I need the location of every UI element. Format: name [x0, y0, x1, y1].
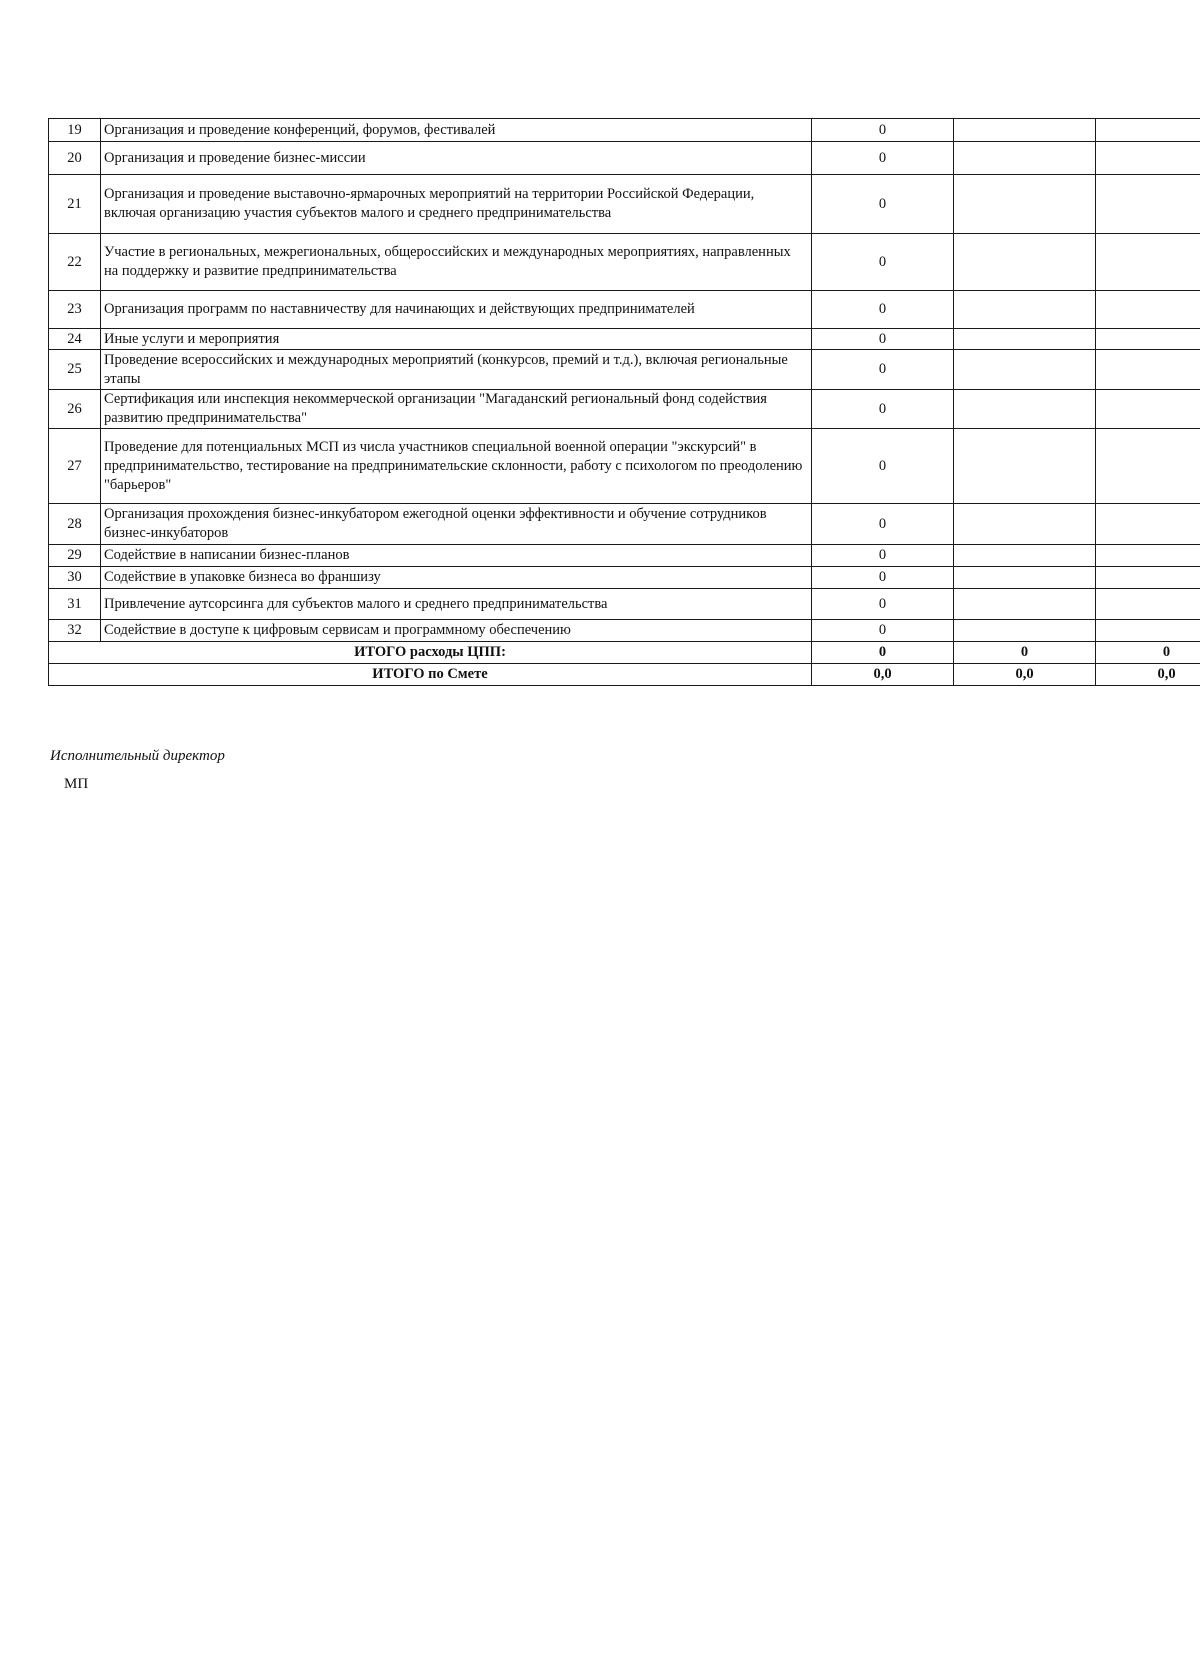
row-value-1: 0	[812, 589, 954, 620]
table-row	[49, 291, 1200, 329]
estimate-table	[48, 118, 1200, 686]
total-value-1: 0	[812, 642, 954, 664]
row-value-3	[1096, 545, 1200, 567]
row-description: Сертификация или инспекция некоммерческой организации "Магаданский региональный фонд содействия развитию предпринимательства"	[101, 390, 812, 429]
row-value-1: 0	[812, 429, 954, 504]
table-row	[49, 142, 1200, 175]
row-value-2	[954, 142, 1096, 175]
row-description: Проведение всероссийских и международных мероприятий (конкурсов, премий и т.д.), включая региональные этапы	[101, 350, 812, 390]
row-value-3	[1096, 589, 1200, 620]
table-row	[49, 119, 1200, 142]
row-number: 26	[49, 390, 101, 429]
table-row	[49, 589, 1200, 620]
row-value-3	[1096, 291, 1200, 329]
row-value-1: 0	[812, 390, 954, 429]
table-row	[49, 567, 1200, 589]
director-title: Исполнительный директор	[50, 748, 225, 764]
table-row	[49, 390, 1200, 429]
row-value-2	[954, 545, 1096, 567]
table-row	[49, 350, 1200, 390]
row-value-2	[954, 175, 1096, 234]
row-value-1: 0	[812, 350, 954, 390]
total-value-3: 0,0	[1096, 664, 1200, 686]
table-row	[49, 329, 1200, 350]
total-label: ИТОГО по Смете	[49, 664, 812, 686]
row-number: 23	[49, 291, 101, 329]
stamp-mark: МП	[64, 776, 89, 792]
row-value-1: 0	[812, 291, 954, 329]
row-number: 29	[49, 545, 101, 567]
row-description: Организация и проведение конференций, форумов, фестивалей	[101, 119, 812, 142]
estimate-table-body	[49, 119, 1200, 686]
row-value-2	[954, 291, 1096, 329]
row-value-3	[1096, 175, 1200, 234]
row-number: 19	[49, 119, 101, 142]
total-row	[49, 664, 1200, 686]
total-row	[49, 642, 1200, 664]
table-row	[49, 429, 1200, 504]
row-description: Организация и проведение выставочно-ярмарочных мероприятий на территории Российской Федерации, включая организацию участия субъектов малого и среднего предпринимательства	[101, 175, 812, 234]
row-value-1: 0	[812, 175, 954, 234]
row-number: 20	[49, 142, 101, 175]
row-value-2	[954, 620, 1096, 642]
row-number: 24	[49, 329, 101, 350]
total-value-3: 0	[1096, 642, 1200, 664]
row-number: 31	[49, 589, 101, 620]
row-description: Организация прохождения бизнес-инкубатором ежегодной оценки эффективности и обучение сотрудников бизнес-инкубаторов	[101, 504, 812, 545]
row-number: 22	[49, 234, 101, 291]
row-description: Содействие в доступе к цифровым сервисам и программному обеспечению	[101, 620, 812, 642]
row-value-3	[1096, 429, 1200, 504]
row-value-1: 0	[812, 234, 954, 291]
row-value-1: 0	[812, 119, 954, 142]
row-number: 21	[49, 175, 101, 234]
row-number: 25	[49, 350, 101, 390]
row-value-3	[1096, 119, 1200, 142]
table-row	[49, 234, 1200, 291]
row-description: Проведение для потенциальных МСП из числа участников специальной военной операции "экскурсий" в предпринимательство, тестирование на предпринимательские склонности, работу с психологом по преодолению "барьеров"	[101, 429, 812, 504]
row-value-1: 0	[812, 504, 954, 545]
total-value-2: 0	[954, 642, 1096, 664]
row-value-3	[1096, 329, 1200, 350]
row-value-1: 0	[812, 620, 954, 642]
row-number: 30	[49, 567, 101, 589]
row-value-3	[1096, 567, 1200, 589]
row-number: 28	[49, 504, 101, 545]
row-value-3	[1096, 504, 1200, 545]
row-description: Иные услуги и мероприятия	[101, 329, 812, 350]
row-value-3	[1096, 620, 1200, 642]
row-description: Привлечение аутсорсинга для субъектов малого и среднего предпринимательства	[101, 589, 812, 620]
table-row	[49, 545, 1200, 567]
total-value-1: 0,0	[812, 664, 954, 686]
row-value-1: 0	[812, 567, 954, 589]
row-value-2	[954, 329, 1096, 350]
row-value-3	[1096, 390, 1200, 429]
row-value-2	[954, 567, 1096, 589]
row-description: Участие в региональных, межрегиональных, общероссийских и международных мероприятиях, направленных на поддержку и развитие предпринимательства	[101, 234, 812, 291]
row-value-2	[954, 119, 1096, 142]
row-value-2	[954, 234, 1096, 291]
row-value-3	[1096, 350, 1200, 390]
row-value-3	[1096, 142, 1200, 175]
row-number: 27	[49, 429, 101, 504]
row-description: Содействие в упаковке бизнеса во франшизу	[101, 567, 812, 589]
row-description: Организация и проведение бизнес-миссии	[101, 142, 812, 175]
row-value-2	[954, 350, 1096, 390]
row-value-2	[954, 390, 1096, 429]
row-value-1: 0	[812, 545, 954, 567]
row-number: 32	[49, 620, 101, 642]
table-row	[49, 504, 1200, 545]
row-value-1: 0	[812, 142, 954, 175]
table-row	[49, 620, 1200, 642]
row-description: Организация программ по наставничеству для начинающих и действующих предпринимателей	[101, 291, 812, 329]
total-value-2: 0,0	[954, 664, 1096, 686]
table-row	[49, 175, 1200, 234]
total-label: ИТОГО расходы ЦПП:	[49, 642, 812, 664]
row-value-2	[954, 504, 1096, 545]
row-value-2	[954, 589, 1096, 620]
row-description: Содействие в написании бизнес-планов	[101, 545, 812, 567]
row-value-1: 0	[812, 329, 954, 350]
row-value-2	[954, 429, 1096, 504]
row-value-3	[1096, 234, 1200, 291]
